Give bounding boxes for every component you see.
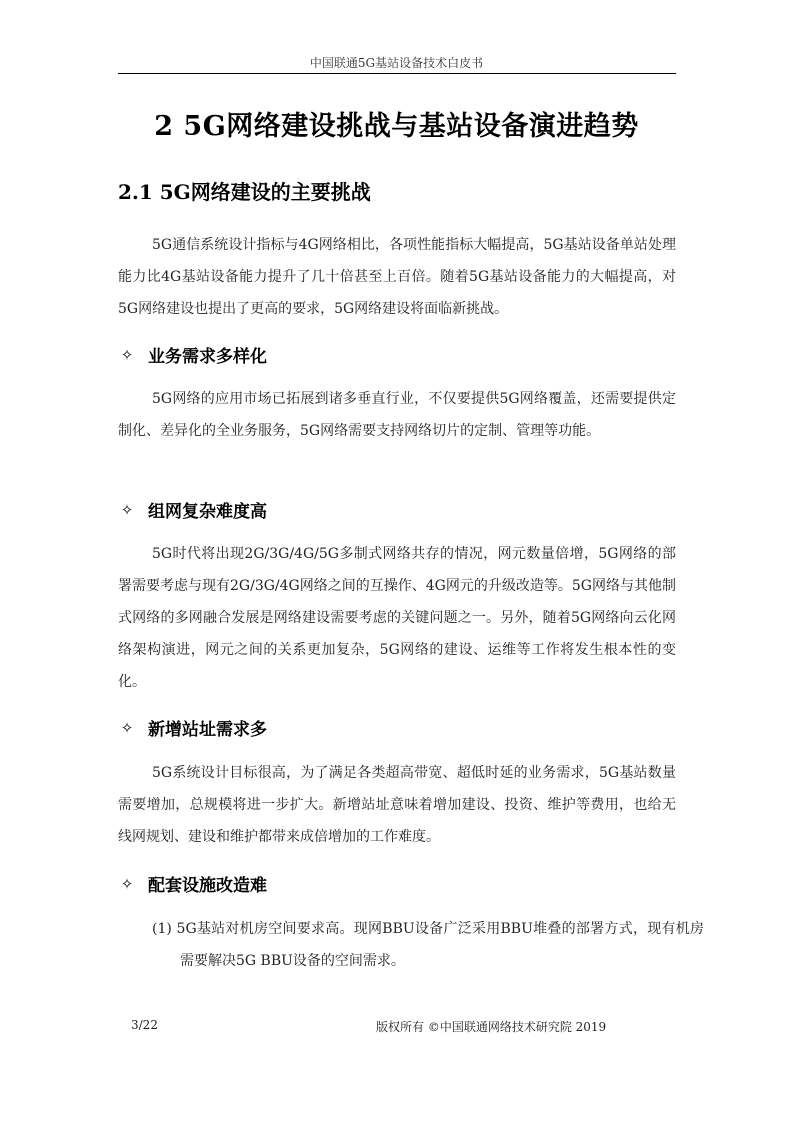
running-header: 中国联通5G基站设备技术白皮书 <box>309 56 484 70</box>
section-title: 2.1 5G网络建设的主要挑战 <box>118 180 371 204</box>
subsection-paragraph: 5G网络的应用市场已拓展到诸多垂直行业，不仅要提供5G网络覆盖，还需要提供定制化、差异化的全业务服务，5G网络需要支持网络切片的定制、管理等功能。 <box>118 391 676 439</box>
subsection-heading <box>120 497 267 522</box>
diamond-icon: ✧ <box>120 874 134 893</box>
diamond-icon: ✧ <box>120 718 134 737</box>
subsection-title: 新增站址需求多 <box>148 720 267 740</box>
chapter-title: 2 5G网络建设挑战与基站设备演进趋势 <box>154 111 639 142</box>
subsection-heading <box>120 342 267 367</box>
subsection-heading <box>120 871 267 896</box>
copyright-notice: 版权所有 ©中国联通网络技术研究院 2019 <box>376 1020 607 1034</box>
diamond-icon: ✧ <box>120 500 134 519</box>
subsection-paragraph: 5G系统设计目标很高，为了满足各类超高带宽、超低时延的业务需求，5G基站数量需要增加，总规模将进一步扩大。新增站址意味着增加建设、投资、维护等费用，也给无线网规划、建设和维护都带来成倍增加的工作难度。 <box>118 765 676 845</box>
intro-paragraph: 5G通信系统设计指标与4G网络相比，各项性能指标大幅提高，5G基站设备单站处理能力比4G基站设备能力提升了几十倍甚至上百倍。随着5G基站设备能力的大幅提高，对5G网络建设也提出了更高的要求，5G网络建设将面临新挑战。 <box>118 237 676 317</box>
diamond-icon: ✧ <box>120 345 134 364</box>
subsection-title: 配套设施改造难 <box>148 876 267 896</box>
page-number: 3/22 <box>131 1018 158 1032</box>
subsection-paragraph: 5G时代将出现2G/3G/4G/5G多制式网络共存的情况，网元数量倍增，5G网络的部署需要考虑与现有2G/3G/4G网络之间的互操作、4G网元的升级改造等。5G网络与其他制式网络的多网融合发展是网络建设需要考虑的关键问题之一。另外，随着5G网络向云化网络架构演进，网元之间的关系更加复杂，5G网络的建设、运维等工作将发生根本性的变化。 <box>118 546 676 690</box>
subsection-title: 组网复杂难度高 <box>148 502 267 522</box>
subsection-title: 业务需求多样化 <box>148 347 267 367</box>
header-rule <box>118 73 676 74</box>
subsection-heading <box>120 715 267 740</box>
list-item: (1) 5G基站对机房空间要求高。现网BBU设备广泛采用BBU堆叠的部署方式，现有机房需要解决5G BBU设备的空间需求。 <box>152 921 704 969</box>
